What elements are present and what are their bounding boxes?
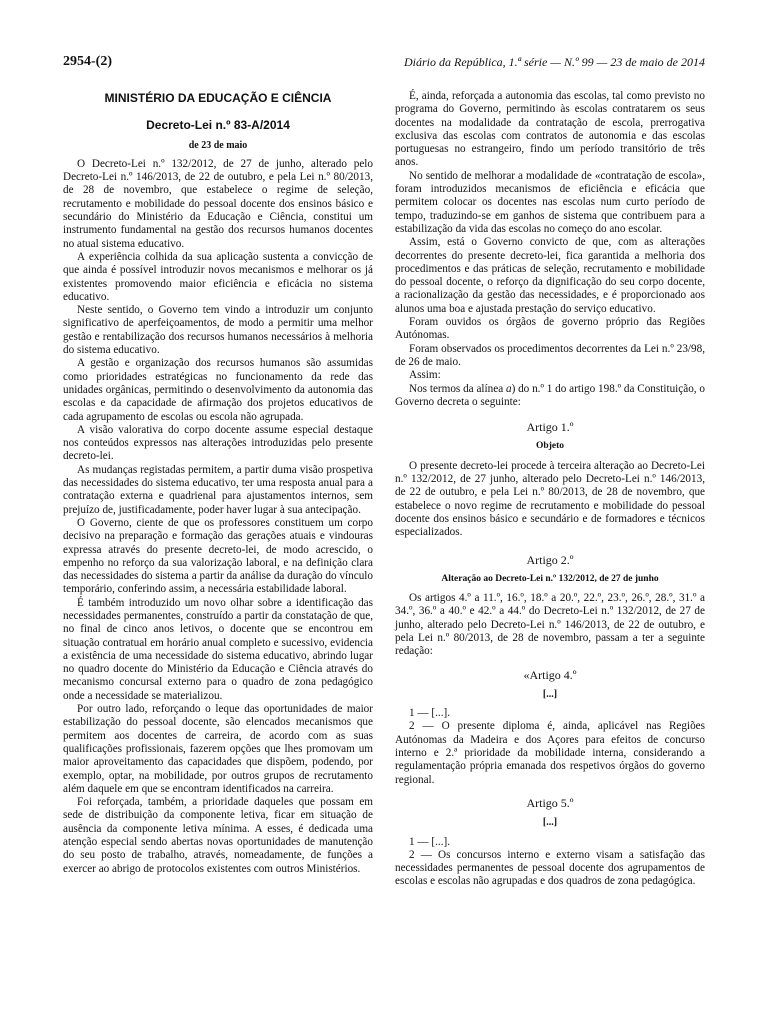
nos-termos-before: Nos termos da alínea [409,382,506,395]
decree-title: Decreto-Lei n.º 83-A/2014 [146,118,290,133]
nos-termos-after: ) do n.º 1 do artigo 198.º da Constituição, o Governo decreta o seguinte: [395,382,705,408]
article-4-title: «Artigo 4.º [523,667,577,682]
journal-header: Diário da República, 1.ª série — N.º 99 — 23 de maio de 2014 [403,55,705,69]
article-5-item: 1 — [...]. [409,835,451,848]
article-4-item: 2 — O presente diploma é, ainda, aplicável nas Regiões Autónomas da Madeira e dos Açores para efeitos de concurso interno e 2.ª prioridade da mobilidade interna, considerando a regulamentação própria emanada dos respetivos órgãos do governo regional. [395,720,705,786]
paragraph: A experiência colhida da sua aplicação sustenta a convicção de que ainda é possível introduzir novos mecanismos e melhorar os já existentes promovendo maior eficiência e eficácia no sistema educativo. [63,250,373,303]
paragraph: O Governo, ciente de que os professores constituem um corpo decisivo na preparação e formação das gerações atuais e vindouras expressa através do presente decreto-lei, de modo acrescido, o empenho no reforço da sua valorização laboral, e na definição clara das necessidades do sistema a partir da análise da duração do vínculo temporário, conferindo assim, a necessária estabilidade laboral. [63,516,373,596]
paragraph: Foram ouvidos os órgãos de governo próprio das Regiões Autónomas. [395,316,705,342]
paragraph: A visão valorativa do corpo docente assume especial destaque nos conteúdos expressos nas alterações introduzidas pelo presente decreto-lei. [63,423,373,463]
page-number: 2954-(2) [63,54,112,69]
paragraph: A gestão e organização dos recursos humanos são assumidas como prioridades estratégicas no funcionamento da rede das unidades orgânicas, permitindo o desenvolvimento da autonomia das escolas e da capacidade de afirmação dos projetos educativos de cada agrupamento de escolas ou escola não agrupada. [63,357,373,423]
article-5-title: Artigo 5.º [526,795,574,810]
left-column [63,90,373,876]
article-5-item: 2 — Os concursos interno e externo visam a satisfação das necessidades permanentes de pessoal docente dos agrupamentos de escolas e escolas não agrupadas e dos quadros de zona pedagógica. [395,848,705,888]
paragraph: O Decreto-Lei n.º 132/2012, de 27 de junho, alterado pelo Decreto-Lei n.º 146/2013, de 22 de outubro, e pela Lei n.º 80/2013, de 28 de novembro, que estabelece o regime de seleção, recrutamento e mobilidade do pessoal docente dos ensinos básico e secundário do Ministério da Educação e Ciência, constitui um instrumento fundamental na gestão dos recursos humanos docentes no atual sistema educativo. [63,157,373,250]
nos-termos-paragraph [395,383,705,410]
paragraph: Assim, está o Governo convicto de que, com as alterações decorrentes do presente decreto-lei, fica garantida a melhoria dos procedimentos e das práticas de seleção, recrutamento e mobilidade do pessoal docente, o reforço da dignificação do seu corpo docente, a racionalização da gestão das necessidades, e é proporcionado aos alunos uma boa e ajustada prestação do serviço educativo. [395,236,705,315]
ministry-title: MINISTÉRIO DA EDUCAÇÃO E CIÊNCIA [104,91,332,105]
alinea-letter: a [505,382,512,395]
paragraph: Foi reforçada, também, a prioridade daqueles que possam em sede de distribuição da componente letiva, ficar em situação de ausência da componente letiva mínima. A esses, é dedicada uma atenção especial sendo abertas novas oportunidades de manutenção do seu posto de trabalho, através, nomeadamente, de funções a exercer ao abrigo de protocolos existentes com outros Ministérios. [63,796,373,875]
paragraph: É também introduzido um novo olhar sobre a identificação das necessidades permanentes, construído a partir da constatação de que, no final de cinco anos letivos, o docente que se encontrou em situação contratual em horário anual completo e sucessivo, evidencia a existência de uma necessidade do sistema educativo, abrindo lugar no quadro docente do Ministério da Educação e Ciência através do mecanismo concursal externo para o quadro de zona pedagógico onde a necessidade se materializou. [63,596,373,702]
article-1-subtitle: Objeto [536,441,564,452]
paragraph: Neste sentido, o Governo tem vindo a introduzir um conjunto significativo de aperfeiçoamentos, de modo a permitir uma melhor gestão e rentabilização dos recursos humanos necessários à melhoria do sistema educativo. [63,304,373,357]
article-1-text: O presente decreto-lei procede à terceira alteração ao Decreto-Lei n.º 132/2012, de 27 junho, alterado pelo Decreto-Lei n.º 146/2013, de 22 de outubro, e pela Lei n.º 80/2013, de 28 de novembro, que estabelece o novo regime de recrutamento e mobilidade do pessoal docente dos ensinos básico e secundário e de formadores e técnicos especializados. [395,459,705,539]
paragraph: Por outro lado, reforçando o leque das oportunidades de maior estabilização do pessoal docente, são elencados mecanismos que permitem aos docentes de carreira, de acordo com as suas qualificações profissionais, fazerem opções que lhes promovam um maior aproveitamento das capacidades que dispõem, podendo, por exemplo, optar, na mobilidade, por outros grupos de recrutamento além daquele em que se encontram identificados na carreira. [63,703,373,795]
article-2-title: Artigo 2.º [526,552,574,567]
paragraph: Foram observados os procedimentos decorrentes da Lei n.º 23/98, de 26 de maio. [395,342,705,368]
article-2-text: Os artigos 4.º a 11.º, 16.º, 18.º a 20.º, 22.º, 23.º, 26.º, 28.º, 31.º a 34.º, 36.º a 40.º e 42.º a 44.º do Decreto-Lei n.º 132/2012, de 27 de junho, alterado pelo Decreto-Lei n.º 146/2013, de 22 de outubro, e pela Lei n.º 80/2013, de 28 de novembro, passam a ter a seguinte redação: [395,592,705,658]
paragraph: É, ainda, reforçada a autonomia das escolas, tal como previsto no programa do Governo, permitindo às escolas contratarem os seus docentes na modalidade da contratação de escola, prerrogativa exclusiva das escolas com contratos de autonomia e das escolas portuguesas no estrangeiro, findo um período transitório de três anos. [395,90,705,169]
paragraph: Assim: [409,369,441,382]
decree-date: de 23 de maio [188,139,248,151]
article-1-title: Artigo 1.º [526,420,574,435]
paragraph: As mudanças registadas permitem, a partir duma visão prospetiva das necessidades do sistema educativo, ter uma resposta anual para a contratação externa e quadrienal para ajustamentos internos, sem prejuízo de, justificadamente, poder haver lugar à sua antecipação. [63,463,373,516]
article-4-item: 1 — [...]. [409,707,451,720]
right-column [395,90,705,889]
paragraph: No sentido de melhorar a modalidade de «contratação de escola», foram introduzidos mecanismos de eficiência e eficácia que permitem colocar os docentes nas escolas num curto período de tempo, traduzindo-se em ganhos de sistema que contribuem para a estabilização da vida das escolas no começo do ano escolar. [395,169,705,235]
article-5-bracket: [...] [542,817,558,829]
article-2-subtitle: Alteração ao Decreto-Lei n.º 132/2012, de 27 de junho [441,573,659,584]
article-4-bracket: [...] [542,688,558,700]
